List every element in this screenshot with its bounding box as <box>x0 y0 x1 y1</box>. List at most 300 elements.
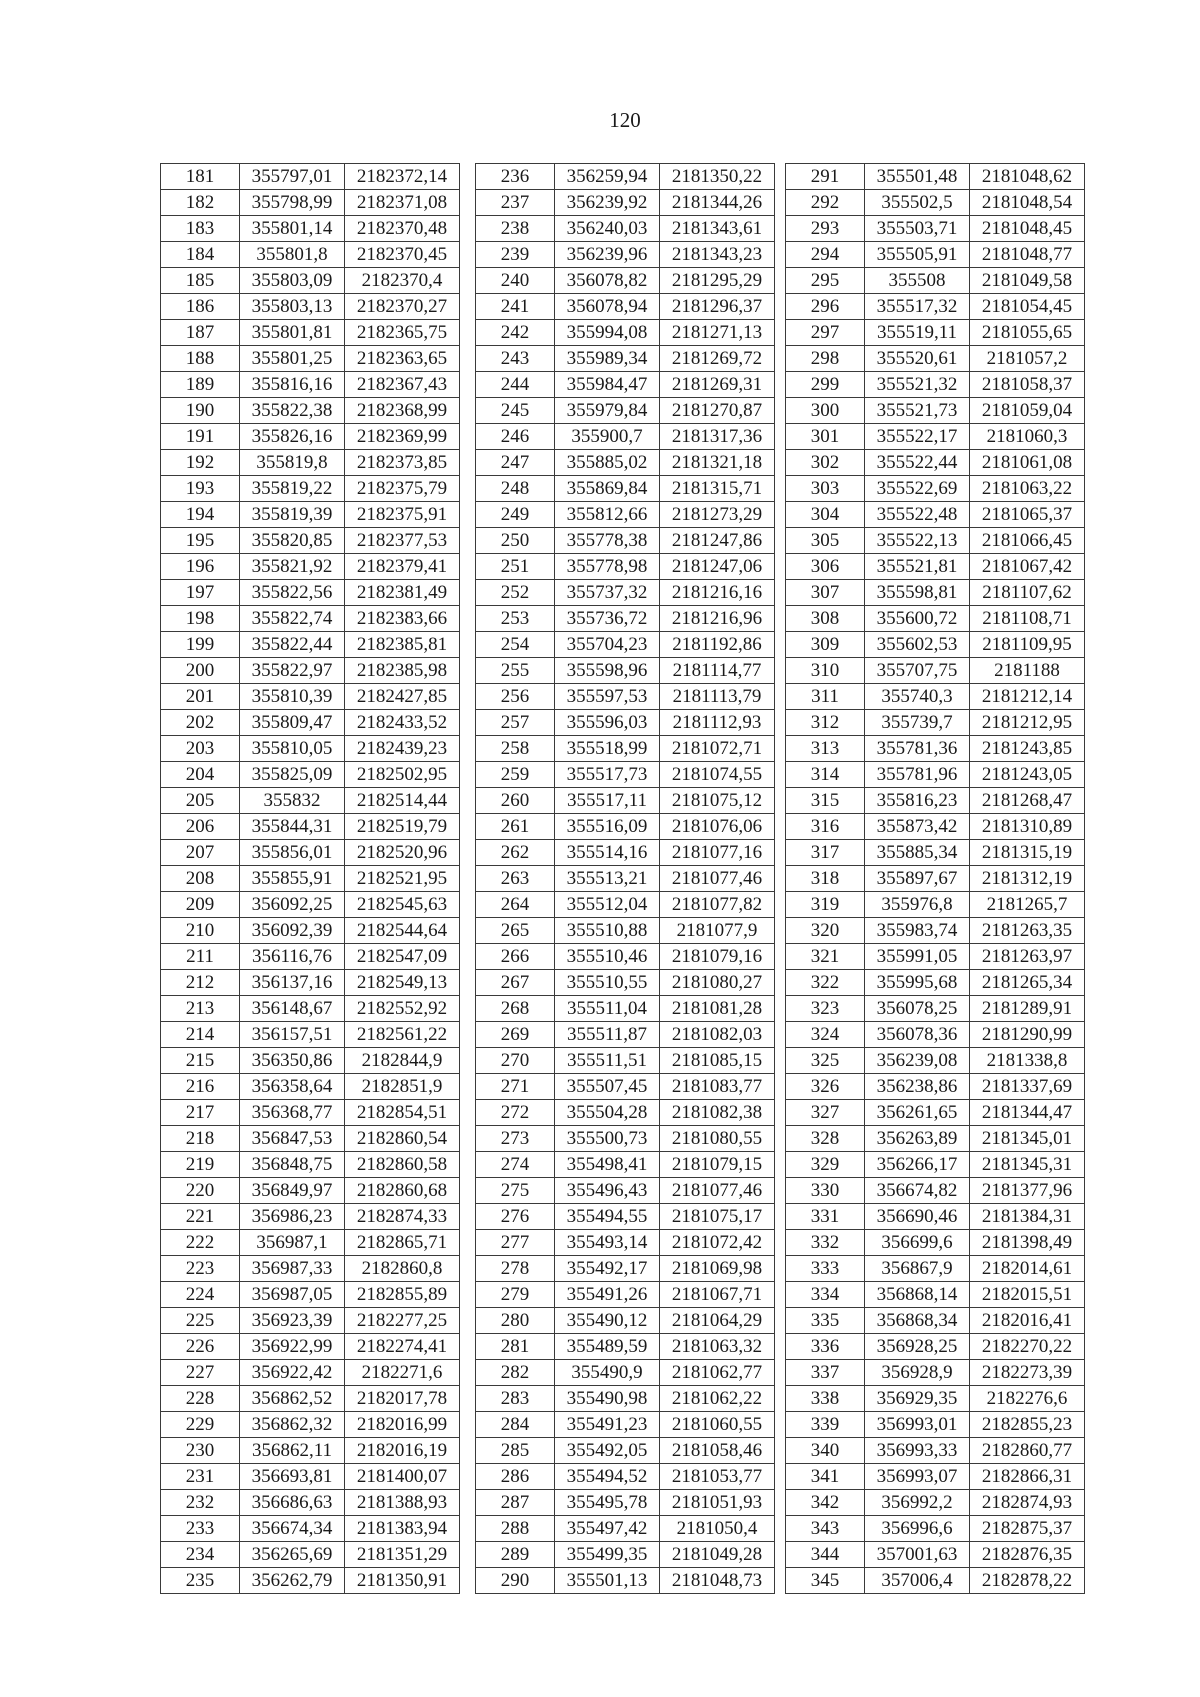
y-coordinate-cell: 2182368,99 <box>345 398 460 424</box>
y-coordinate-cell: 2182370,45 <box>345 242 460 268</box>
table-row <box>476 502 775 528</box>
table-row <box>786 398 1085 424</box>
coordinate-table-2 <box>475 163 775 1594</box>
table-row <box>161 1360 460 1386</box>
point-number-cell: 230 <box>161 1438 240 1464</box>
x-coordinate-cell: 355825,09 <box>240 762 345 788</box>
x-coordinate-cell: 355885,34 <box>865 840 970 866</box>
y-coordinate-cell: 2181290,99 <box>970 1022 1085 1048</box>
point-number-cell: 205 <box>161 788 240 814</box>
y-coordinate-cell: 2181265,34 <box>970 970 1085 996</box>
y-coordinate-cell: 2182876,35 <box>970 1542 1085 1568</box>
point-number-cell: 290 <box>476 1568 555 1594</box>
page-number: 120 <box>609 108 641 132</box>
y-coordinate-cell: 2181058,46 <box>660 1438 775 1464</box>
point-number-cell: 326 <box>786 1074 865 1100</box>
y-coordinate-cell: 2181080,27 <box>660 970 775 996</box>
y-coordinate-cell: 2181398,49 <box>970 1230 1085 1256</box>
point-number-cell: 259 <box>476 762 555 788</box>
point-number-cell: 335 <box>786 1308 865 1334</box>
y-coordinate-cell: 2181059,04 <box>970 398 1085 424</box>
table-row <box>476 242 775 268</box>
point-number-cell: 199 <box>161 632 240 658</box>
point-number-cell: 291 <box>786 164 865 190</box>
table-row <box>476 580 775 606</box>
y-coordinate-cell: 2181263,35 <box>970 918 1085 944</box>
point-number-cell: 294 <box>786 242 865 268</box>
y-coordinate-cell: 2181343,61 <box>660 216 775 242</box>
x-coordinate-cell: 356240,03 <box>555 216 660 242</box>
y-coordinate-cell: 2181343,23 <box>660 242 775 268</box>
table-row <box>786 1334 1085 1360</box>
y-coordinate-cell: 2181057,2 <box>970 346 1085 372</box>
x-coordinate-cell: 355491,26 <box>555 1282 660 1308</box>
point-number-cell: 301 <box>786 424 865 450</box>
x-coordinate-cell: 355820,85 <box>240 528 345 554</box>
coordinate-table-3 <box>785 163 1085 1594</box>
table-row <box>161 1438 460 1464</box>
y-coordinate-cell: 2181048,45 <box>970 216 1085 242</box>
x-coordinate-cell: 355491,23 <box>555 1412 660 1438</box>
table-row <box>786 1308 1085 1334</box>
point-number-cell: 302 <box>786 450 865 476</box>
point-number-cell: 187 <box>161 320 240 346</box>
point-number-cell: 232 <box>161 1490 240 1516</box>
point-number-cell: 336 <box>786 1334 865 1360</box>
point-number-cell: 295 <box>786 268 865 294</box>
point-number-cell: 257 <box>476 710 555 736</box>
point-number-cell: 235 <box>161 1568 240 1594</box>
table-row <box>786 242 1085 268</box>
x-coordinate-cell: 356078,82 <box>555 268 660 294</box>
table-row <box>476 918 775 944</box>
y-coordinate-cell: 2182874,33 <box>345 1204 460 1230</box>
y-coordinate-cell: 2182502,95 <box>345 762 460 788</box>
y-coordinate-cell: 2182016,19 <box>345 1438 460 1464</box>
table-row <box>786 1282 1085 1308</box>
y-coordinate-cell: 2181051,93 <box>660 1490 775 1516</box>
y-coordinate-cell: 2181350,22 <box>660 164 775 190</box>
x-coordinate-cell: 356259,94 <box>555 164 660 190</box>
table-row <box>161 1126 460 1152</box>
x-coordinate-cell: 356238,86 <box>865 1074 970 1100</box>
point-number-cell: 296 <box>786 294 865 320</box>
point-number-cell: 341 <box>786 1464 865 1490</box>
table-row <box>476 1360 775 1386</box>
x-coordinate-cell: 355510,88 <box>555 918 660 944</box>
x-coordinate-cell: 355897,67 <box>865 866 970 892</box>
table-row <box>161 1230 460 1256</box>
x-coordinate-cell: 355991,05 <box>865 944 970 970</box>
point-number-cell: 223 <box>161 1256 240 1282</box>
point-number-cell: 225 <box>161 1308 240 1334</box>
point-number-cell: 329 <box>786 1152 865 1178</box>
point-number-cell: 244 <box>476 372 555 398</box>
y-coordinate-cell: 2182016,99 <box>345 1412 460 1438</box>
x-coordinate-cell: 355489,59 <box>555 1334 660 1360</box>
point-number-cell: 212 <box>161 970 240 996</box>
table-row <box>161 1516 460 1542</box>
x-coordinate-cell: 355494,52 <box>555 1464 660 1490</box>
x-coordinate-cell: 355490,12 <box>555 1308 660 1334</box>
point-number-cell: 181 <box>161 164 240 190</box>
table-row <box>476 1464 775 1490</box>
point-number-cell: 197 <box>161 580 240 606</box>
table-row <box>476 450 775 476</box>
table-row <box>161 866 460 892</box>
table-row <box>476 1386 775 1412</box>
table-row <box>476 684 775 710</box>
x-coordinate-cell: 355821,92 <box>240 554 345 580</box>
point-number-cell: 188 <box>161 346 240 372</box>
y-coordinate-cell: 2181265,7 <box>970 892 1085 918</box>
x-coordinate-cell: 355510,55 <box>555 970 660 996</box>
x-coordinate-cell: 355832 <box>240 788 345 814</box>
table-row <box>161 736 460 762</box>
point-number-cell: 200 <box>161 658 240 684</box>
table-row <box>786 1126 1085 1152</box>
table-row <box>786 580 1085 606</box>
point-number-cell: 252 <box>476 580 555 606</box>
y-coordinate-cell: 2181296,37 <box>660 294 775 320</box>
x-coordinate-cell: 356350,86 <box>240 1048 345 1074</box>
x-coordinate-cell: 355826,16 <box>240 424 345 450</box>
table-row <box>161 1152 460 1178</box>
y-coordinate-cell: 2182521,95 <box>345 866 460 892</box>
table-row <box>161 528 460 554</box>
table-row <box>161 502 460 528</box>
table-row <box>161 372 460 398</box>
point-number-cell: 237 <box>476 190 555 216</box>
y-coordinate-cell: 2181212,95 <box>970 710 1085 736</box>
y-coordinate-cell: 2181048,73 <box>660 1568 775 1594</box>
y-coordinate-cell: 2181076,06 <box>660 814 775 840</box>
x-coordinate-cell: 356992,2 <box>865 1490 970 1516</box>
x-coordinate-cell: 356929,35 <box>865 1386 970 1412</box>
y-coordinate-cell: 2181053,77 <box>660 1464 775 1490</box>
table-row <box>476 1516 775 1542</box>
point-number-cell: 239 <box>476 242 555 268</box>
table-row <box>476 554 775 580</box>
table-row <box>476 424 775 450</box>
table-row <box>786 554 1085 580</box>
table-row <box>161 1308 460 1334</box>
point-number-cell: 306 <box>786 554 865 580</box>
point-number-cell: 299 <box>786 372 865 398</box>
y-coordinate-cell: 2181082,03 <box>660 1022 775 1048</box>
x-coordinate-cell: 355885,02 <box>555 450 660 476</box>
y-coordinate-cell: 2181109,95 <box>970 632 1085 658</box>
y-coordinate-cell: 2182520,96 <box>345 840 460 866</box>
point-number-cell: 331 <box>786 1204 865 1230</box>
x-coordinate-cell: 355497,42 <box>555 1516 660 1542</box>
table-row <box>161 190 460 216</box>
x-coordinate-cell: 355801,14 <box>240 216 345 242</box>
y-coordinate-cell: 2182370,4 <box>345 268 460 294</box>
x-coordinate-cell: 356993,07 <box>865 1464 970 1490</box>
point-number-cell: 238 <box>476 216 555 242</box>
y-coordinate-cell: 2181338,8 <box>970 1048 1085 1074</box>
table-row <box>786 1204 1085 1230</box>
x-coordinate-cell: 355502,5 <box>865 190 970 216</box>
table-row <box>786 164 1085 190</box>
y-coordinate-cell: 2181271,13 <box>660 320 775 346</box>
table-row <box>786 918 1085 944</box>
y-coordinate-cell: 2182860,58 <box>345 1152 460 1178</box>
y-coordinate-cell: 2181289,91 <box>970 996 1085 1022</box>
point-number-cell: 242 <box>476 320 555 346</box>
point-number-cell: 234 <box>161 1542 240 1568</box>
x-coordinate-cell: 355494,55 <box>555 1204 660 1230</box>
table-row <box>161 684 460 710</box>
point-number-cell: 263 <box>476 866 555 892</box>
y-coordinate-cell: 2182375,79 <box>345 476 460 502</box>
table-row <box>476 1204 775 1230</box>
table-row <box>476 1282 775 1308</box>
x-coordinate-cell: 355869,84 <box>555 476 660 502</box>
point-number-cell: 267 <box>476 970 555 996</box>
y-coordinate-cell: 2182270,22 <box>970 1334 1085 1360</box>
x-coordinate-cell: 355801,81 <box>240 320 345 346</box>
y-coordinate-cell: 2181315,71 <box>660 476 775 502</box>
point-number-cell: 312 <box>786 710 865 736</box>
point-number-cell: 328 <box>786 1126 865 1152</box>
table-row <box>786 944 1085 970</box>
y-coordinate-cell: 2181212,14 <box>970 684 1085 710</box>
table-row <box>161 892 460 918</box>
point-number-cell: 192 <box>161 450 240 476</box>
table-row <box>161 814 460 840</box>
x-coordinate-cell: 355521,73 <box>865 398 970 424</box>
y-coordinate-cell: 2181049,28 <box>660 1542 775 1568</box>
x-coordinate-cell: 356923,39 <box>240 1308 345 1334</box>
y-coordinate-cell: 2182545,63 <box>345 892 460 918</box>
y-coordinate-cell: 2181216,16 <box>660 580 775 606</box>
y-coordinate-cell: 2182855,89 <box>345 1282 460 1308</box>
y-coordinate-cell: 2182385,98 <box>345 658 460 684</box>
table-row <box>476 294 775 320</box>
table-row <box>161 424 460 450</box>
table-row <box>476 190 775 216</box>
x-coordinate-cell: 357006,4 <box>865 1568 970 1594</box>
x-coordinate-cell: 355819,8 <box>240 450 345 476</box>
x-coordinate-cell: 355499,35 <box>555 1542 660 1568</box>
table-row <box>786 450 1085 476</box>
point-number-cell: 319 <box>786 892 865 918</box>
point-number-cell: 266 <box>476 944 555 970</box>
point-number-cell: 208 <box>161 866 240 892</box>
x-coordinate-cell: 355513,21 <box>555 866 660 892</box>
y-coordinate-cell: 2182273,39 <box>970 1360 1085 1386</box>
table-row <box>476 372 775 398</box>
table-row <box>476 1438 775 1464</box>
table-row <box>786 424 1085 450</box>
table-row <box>161 762 460 788</box>
y-coordinate-cell: 2181388,93 <box>345 1490 460 1516</box>
point-number-cell: 317 <box>786 840 865 866</box>
table-row <box>161 1386 460 1412</box>
table-row <box>476 268 775 294</box>
x-coordinate-cell: 355900,7 <box>555 424 660 450</box>
point-number-cell: 198 <box>161 606 240 632</box>
point-number-cell: 217 <box>161 1100 240 1126</box>
x-coordinate-cell: 355490,98 <box>555 1386 660 1412</box>
y-coordinate-cell: 2181063,32 <box>660 1334 775 1360</box>
x-coordinate-cell: 355517,11 <box>555 788 660 814</box>
x-coordinate-cell: 355739,7 <box>865 710 970 736</box>
y-coordinate-cell: 2181350,91 <box>345 1568 460 1594</box>
y-coordinate-cell: 2181077,46 <box>660 866 775 892</box>
point-number-cell: 283 <box>476 1386 555 1412</box>
y-coordinate-cell: 2181080,55 <box>660 1126 775 1152</box>
y-coordinate-cell: 2182561,22 <box>345 1022 460 1048</box>
point-number-cell: 320 <box>786 918 865 944</box>
x-coordinate-cell: 355496,43 <box>555 1178 660 1204</box>
y-coordinate-cell: 2181108,71 <box>970 606 1085 632</box>
y-coordinate-cell: 2181077,46 <box>660 1178 775 1204</box>
point-number-cell: 203 <box>161 736 240 762</box>
table-row <box>786 1152 1085 1178</box>
table-row <box>786 1412 1085 1438</box>
table-row <box>476 970 775 996</box>
point-number-cell: 270 <box>476 1048 555 1074</box>
point-number-cell: 275 <box>476 1178 555 1204</box>
point-number-cell: 231 <box>161 1464 240 1490</box>
table-row <box>786 1568 1085 1594</box>
y-coordinate-cell: 2182365,75 <box>345 320 460 346</box>
y-coordinate-cell: 2181048,77 <box>970 242 1085 268</box>
table-row <box>161 944 460 970</box>
table-row <box>786 1542 1085 1568</box>
y-coordinate-cell: 2182017,78 <box>345 1386 460 1412</box>
table-row <box>476 398 775 424</box>
table-row <box>161 1100 460 1126</box>
table-row <box>161 710 460 736</box>
x-coordinate-cell: 356928,25 <box>865 1334 970 1360</box>
point-number-cell: 251 <box>476 554 555 580</box>
table-row <box>786 1048 1085 1074</box>
x-coordinate-cell: 356092,39 <box>240 918 345 944</box>
x-coordinate-cell: 356987,05 <box>240 1282 345 1308</box>
table-row <box>161 268 460 294</box>
table-row <box>786 762 1085 788</box>
table-row <box>476 736 775 762</box>
table-row <box>161 1334 460 1360</box>
table-row <box>161 632 460 658</box>
y-coordinate-cell: 2181317,36 <box>660 424 775 450</box>
table-row <box>161 970 460 996</box>
y-coordinate-cell: 2182371,08 <box>345 190 460 216</box>
point-number-cell: 258 <box>476 736 555 762</box>
table-row <box>786 346 1085 372</box>
table-row <box>476 814 775 840</box>
x-coordinate-cell: 355778,98 <box>555 554 660 580</box>
table-row <box>786 814 1085 840</box>
table-row <box>476 788 775 814</box>
point-number-cell: 195 <box>161 528 240 554</box>
point-number-cell: 272 <box>476 1100 555 1126</box>
table-row <box>161 840 460 866</box>
point-number-cell: 286 <box>476 1464 555 1490</box>
table-row <box>476 1048 775 1074</box>
x-coordinate-cell: 355812,66 <box>555 502 660 528</box>
y-coordinate-cell: 2182854,51 <box>345 1100 460 1126</box>
y-coordinate-cell: 2182367,43 <box>345 372 460 398</box>
point-number-cell: 287 <box>476 1490 555 1516</box>
table-row <box>161 450 460 476</box>
y-coordinate-cell: 2182369,99 <box>345 424 460 450</box>
table-row <box>786 710 1085 736</box>
y-coordinate-cell: 2181075,12 <box>660 788 775 814</box>
x-coordinate-cell: 355976,8 <box>865 892 970 918</box>
y-coordinate-cell: 2182851,9 <box>345 1074 460 1100</box>
x-coordinate-cell: 356862,52 <box>240 1386 345 1412</box>
point-number-cell: 305 <box>786 528 865 554</box>
table-row <box>476 1100 775 1126</box>
x-coordinate-cell: 355798,99 <box>240 190 345 216</box>
table-row <box>786 1386 1085 1412</box>
table-row <box>786 1178 1085 1204</box>
y-coordinate-cell: 2181049,58 <box>970 268 1085 294</box>
x-coordinate-cell: 356862,32 <box>240 1412 345 1438</box>
x-coordinate-cell: 355740,3 <box>865 684 970 710</box>
x-coordinate-cell: 355822,38 <box>240 398 345 424</box>
x-coordinate-cell: 355797,01 <box>240 164 345 190</box>
point-number-cell: 337 <box>786 1360 865 1386</box>
x-coordinate-cell: 355510,46 <box>555 944 660 970</box>
table-row <box>161 346 460 372</box>
x-coordinate-cell: 355598,96 <box>555 658 660 684</box>
y-coordinate-cell: 2181315,19 <box>970 840 1085 866</box>
table-row <box>161 1282 460 1308</box>
point-number-cell: 236 <box>476 164 555 190</box>
y-coordinate-cell: 2181067,71 <box>660 1282 775 1308</box>
x-coordinate-cell: 357001,63 <box>865 1542 970 1568</box>
y-coordinate-cell: 2182549,13 <box>345 970 460 996</box>
table-row <box>786 1516 1085 1542</box>
y-coordinate-cell: 2182844,9 <box>345 1048 460 1074</box>
point-number-cell: 189 <box>161 372 240 398</box>
point-number-cell: 206 <box>161 814 240 840</box>
point-number-cell: 228 <box>161 1386 240 1412</box>
point-number-cell: 196 <box>161 554 240 580</box>
x-coordinate-cell: 355492,05 <box>555 1438 660 1464</box>
y-coordinate-cell: 2181273,29 <box>660 502 775 528</box>
x-coordinate-cell: 356368,77 <box>240 1100 345 1126</box>
table-row <box>476 606 775 632</box>
x-coordinate-cell: 355498,41 <box>555 1152 660 1178</box>
y-coordinate-cell: 2181192,86 <box>660 632 775 658</box>
y-coordinate-cell: 2181077,82 <box>660 892 775 918</box>
x-coordinate-cell: 356693,81 <box>240 1464 345 1490</box>
table-row <box>786 1230 1085 1256</box>
x-coordinate-cell: 355598,81 <box>865 580 970 606</box>
point-number-cell: 204 <box>161 762 240 788</box>
point-number-cell: 318 <box>786 866 865 892</box>
table-row <box>161 242 460 268</box>
x-coordinate-cell: 355983,74 <box>865 918 970 944</box>
x-coordinate-cell: 355511,51 <box>555 1048 660 1074</box>
point-number-cell: 211 <box>161 944 240 970</box>
y-coordinate-cell: 2181321,18 <box>660 450 775 476</box>
table-row <box>161 1568 460 1594</box>
table-row <box>476 840 775 866</box>
point-number-cell: 261 <box>476 814 555 840</box>
table-row <box>476 164 775 190</box>
y-coordinate-cell: 2182271,6 <box>345 1360 460 1386</box>
table-row <box>786 736 1085 762</box>
x-coordinate-cell: 356996,6 <box>865 1516 970 1542</box>
